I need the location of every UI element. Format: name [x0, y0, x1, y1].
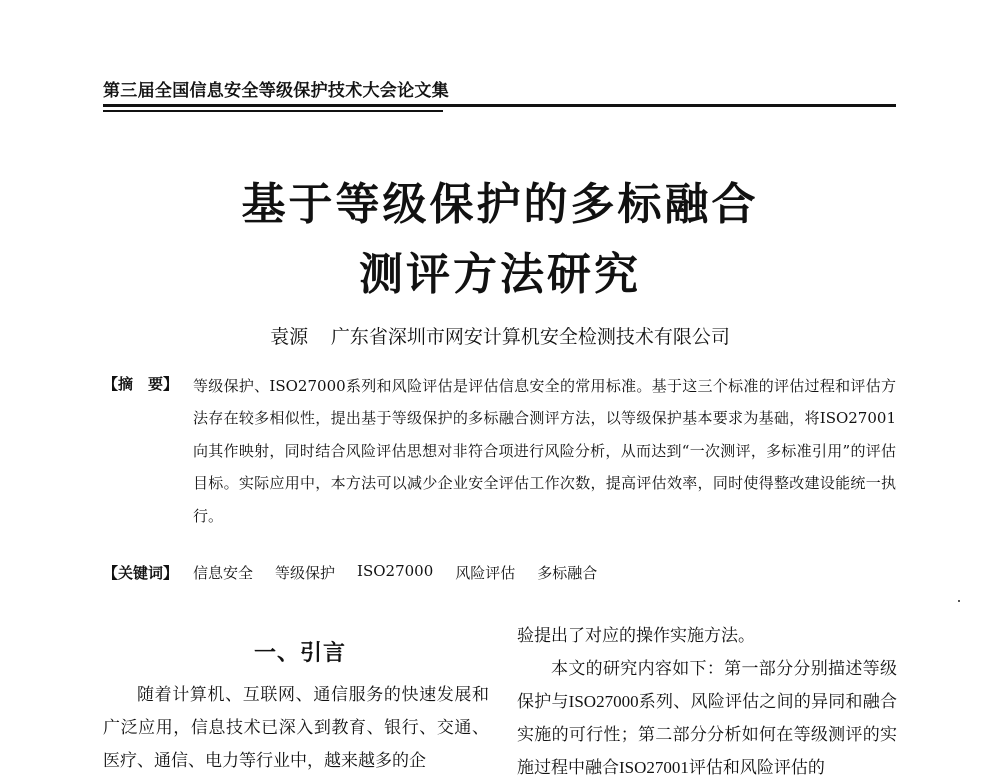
- keyword: ISO27000: [357, 562, 434, 580]
- author-line: [0, 322, 1000, 349]
- keyword: 信息安全: [193, 564, 254, 582]
- keyword: 多标融合: [537, 564, 598, 582]
- keywords-label: 【关键词】: [103, 564, 179, 582]
- author-name: 袁源: [270, 327, 309, 348]
- running-header: 第三届全国信息安全等级保护技术大会论文集: [103, 81, 449, 101]
- section-heading-introduction: 一、引言: [253, 641, 346, 666]
- paper-title-line-1: 基于等级保护的多标融合: [241, 179, 759, 230]
- keyword: 等级保护: [275, 564, 336, 582]
- keywords-list: [193, 562, 597, 583]
- header-rule-thick: [103, 104, 896, 107]
- body-paragraph: 随着计算机、互联网、通信服务的快速发展和广泛应用，信息技术已深入到教育、银行、交通、医疗、通信、电力等行业中，越来越多的企: [103, 685, 489, 770]
- header-rule-thin: [103, 110, 443, 112]
- right-column: [517, 619, 897, 784]
- keyword: 风险评估: [455, 564, 516, 582]
- body-paragraph-continuation: 验提出了对应的操作实施方法。: [517, 626, 755, 645]
- scan-speck: [958, 600, 960, 602]
- paper-title-line-2: 测评方法研究: [359, 249, 641, 300]
- abstract-label: 【摘 要】: [103, 375, 179, 393]
- body-paragraph: 本文的研究内容如下：第一部分分别描述等级保护与ISO27000系列、风险评估之间的异同和融合实施的可行性；第二部分分析如何在等级测评的实施过程中融合ISO27001评估和风险评估的: [517, 659, 897, 777]
- author-affiliation: 广东省深圳市网安计算机安全检测技术有限公司: [330, 327, 730, 348]
- abstract-text: 等级保护、ISO27000系列和风险评估是评估信息安全的常用标准。基于这三个标准的评估过程和评估方法存在较多相似性，提出基于等级保护的多标融合测评方法，以等级保护基本要求为基础，将ISO27001向其作映射，同时结合风险评估思想对非符合项进行风险分析，从而达到“一次测评，多标准引用”的评估目标。实际应用中，本方法可以减少企业安全评估工作次数，提高评估效率，同时使得整改建设能统一执行。: [193, 377, 896, 525]
- left-column: [103, 678, 489, 777]
